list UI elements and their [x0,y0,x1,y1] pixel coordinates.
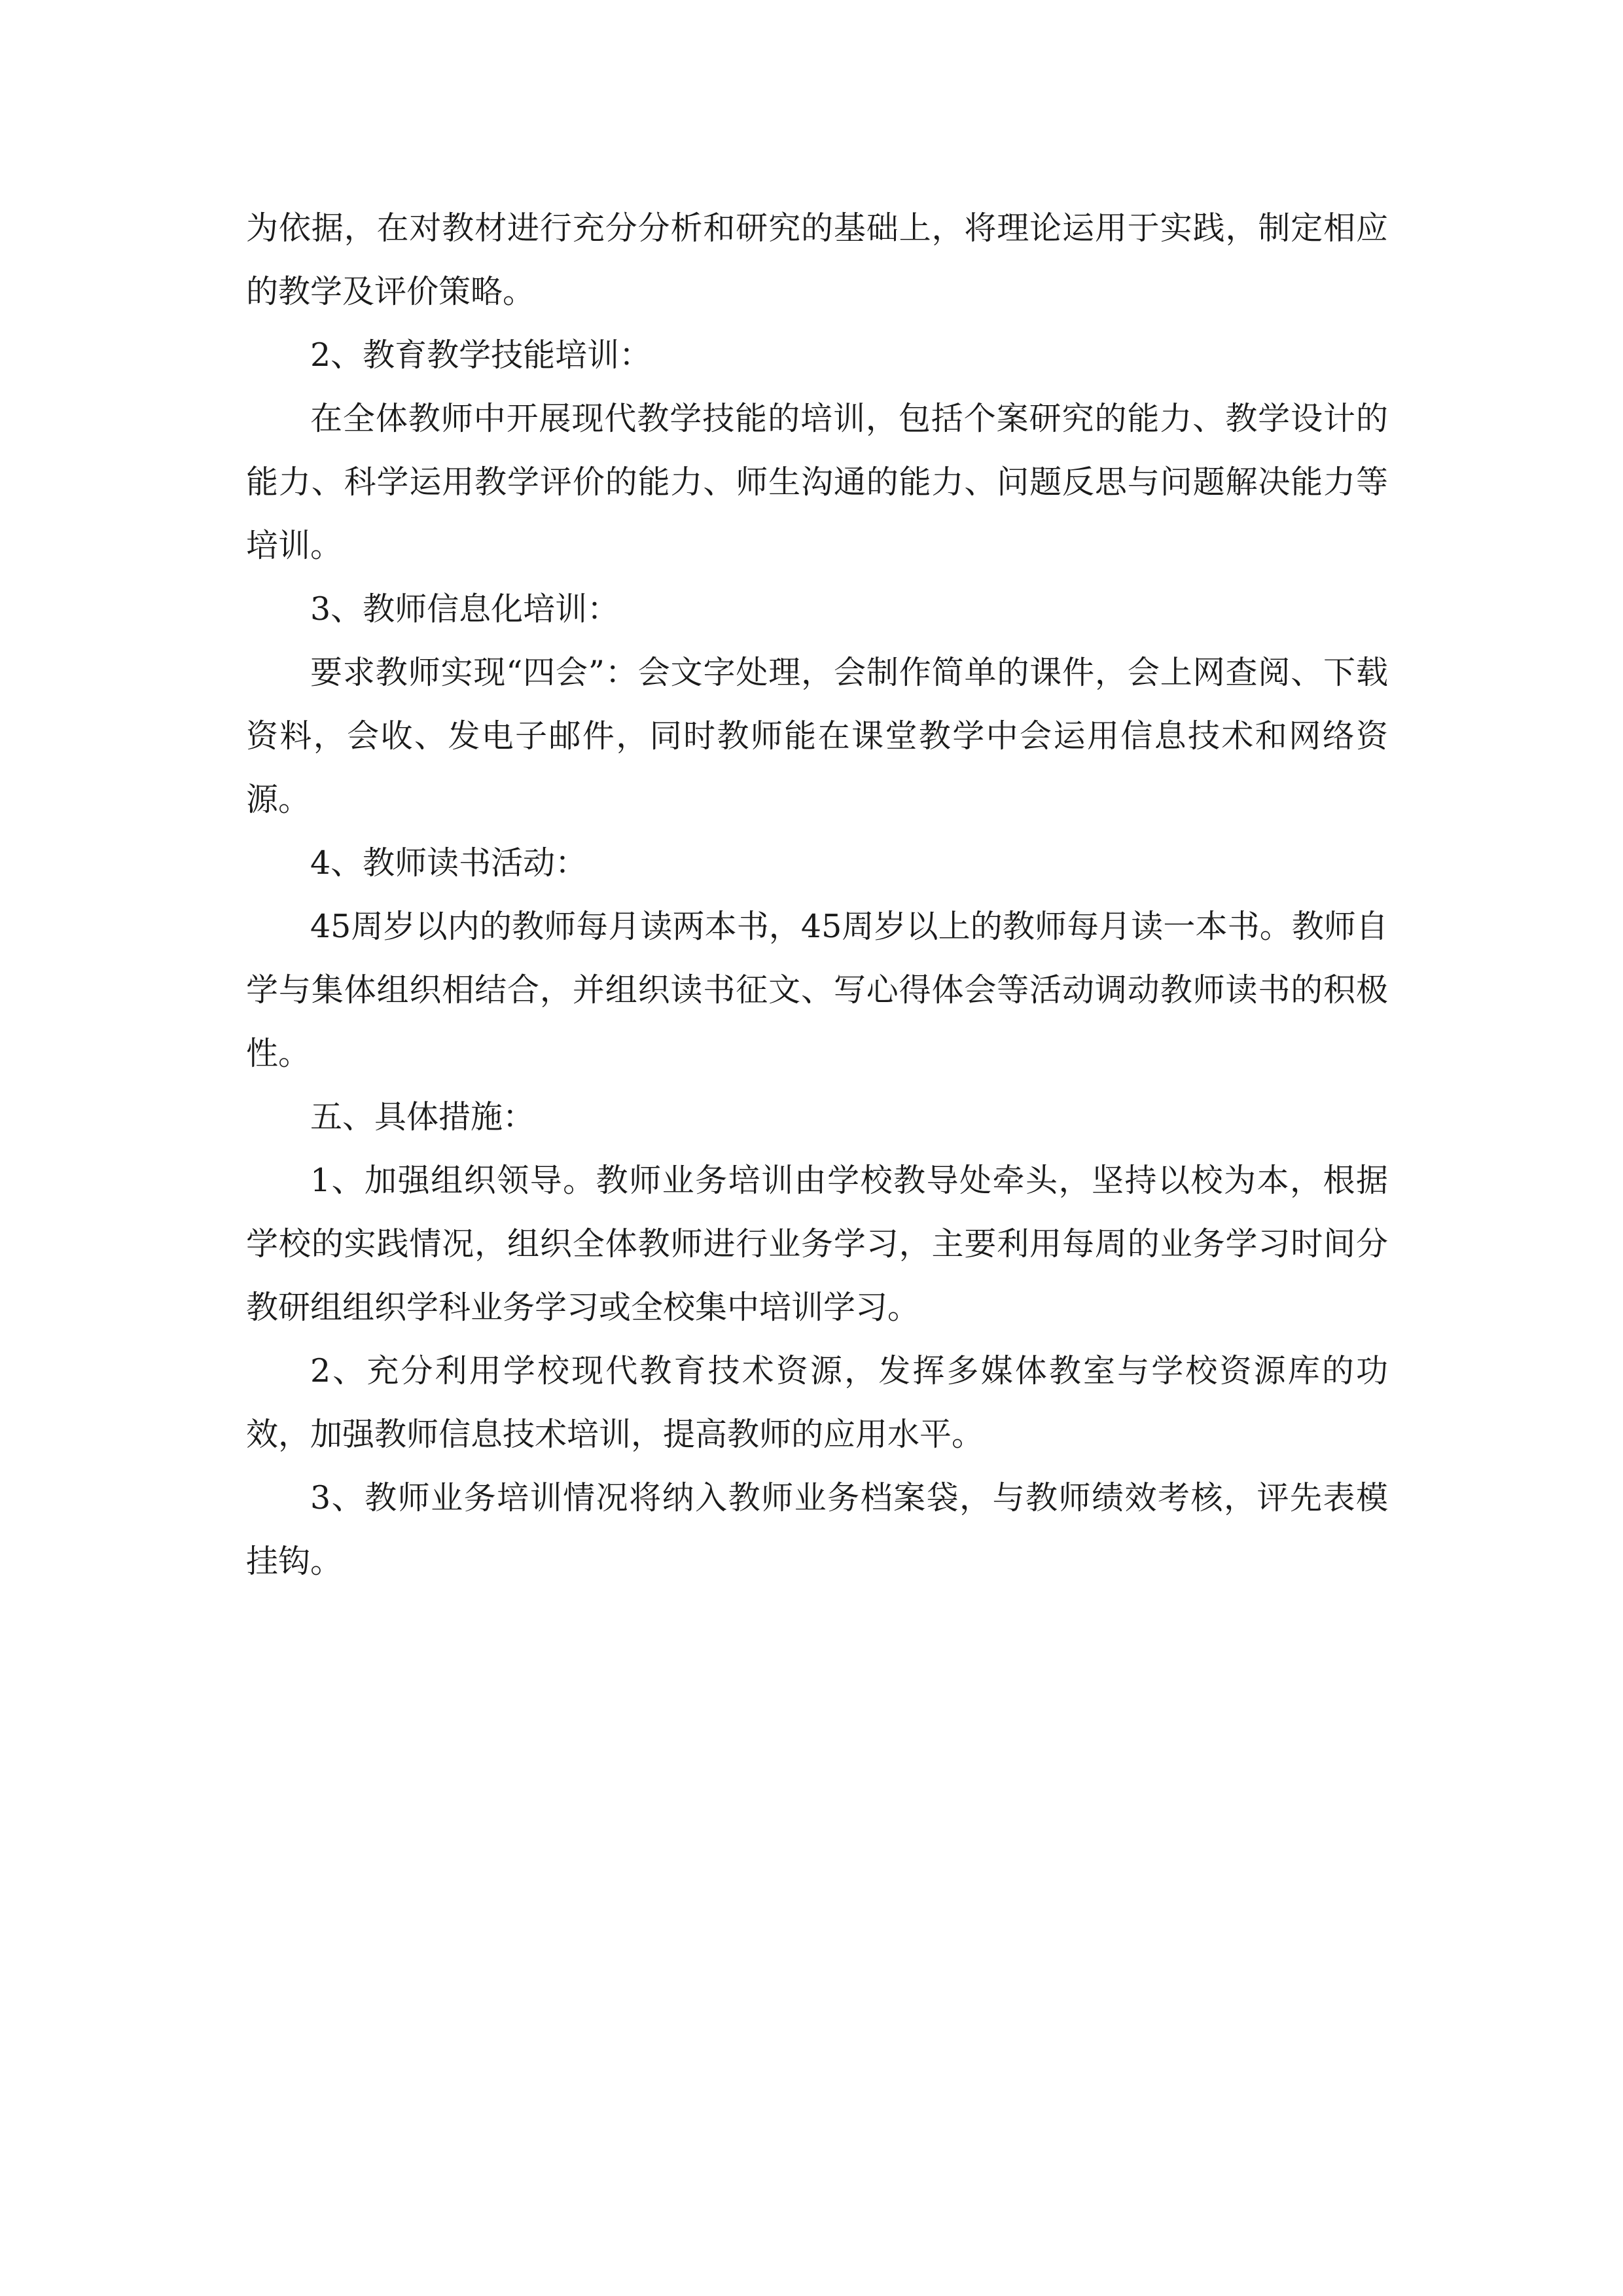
heading-skills-training: 2、教育教学技能培训： [310,336,652,374]
paragraph-measure-1: 1、加强组织领导。教师业务培训由学校教导处牵头，坚持以校为本，根据学校的实践情况，组织全体教师进行业务学习，主要利用每周的业务学习时间分教研组组织学科业务学习或全校集中培训学习。 [246,1162,1388,1326]
paragraph-skills-training: 在全体教师中开展现代教学技能的培训，包括个案研究的能力、教学设计的能力、科学运用教学评价的能力、师生沟通的能力、问题反思与问题解决能力等培训。 [246,400,1388,564]
paragraph-it-training: 要求教师实现“四会”：会文字处理，会制作简单的课件，会上网查阅、下载资料，会收、发电子邮件，同时教师能在课堂教学中会运用信息技术和网络资源。 [246,654,1388,818]
paragraph-measure-3: 3、教师业务培训情况将纳入教师业务档案袋，与教师绩效考核，评先表模挂钩。 [246,1479,1388,1580]
paragraph-reading-activity: 45周岁以内的教师每月读两本书，45周岁以上的教师每月读一本书。教师自学与集体组织相结合，并组织读书征文、写心得体会等活动调动教师读书的积极性。 [246,908,1388,1072]
heading-it-training: 3、教师信息化培训： [310,590,620,628]
document-body [246,196,1388,1593]
heading-specific-measures: 五、具体措施： [310,1098,535,1136]
paragraph-intro-continuation: 为依据，在对教材进行充分分析和研究的基础上，将理论运用于实践，制定相应的教学及评价策略。 [246,209,1388,310]
paragraph-measure-2: 2、充分利用学校现代教育技术资源，发挥多媒体教室与学校资源库的功效，加强教师信息技术培训，提高教师的应用水平。 [246,1352,1388,1453]
heading-reading-activity: 4、教师读书活动： [310,844,588,882]
